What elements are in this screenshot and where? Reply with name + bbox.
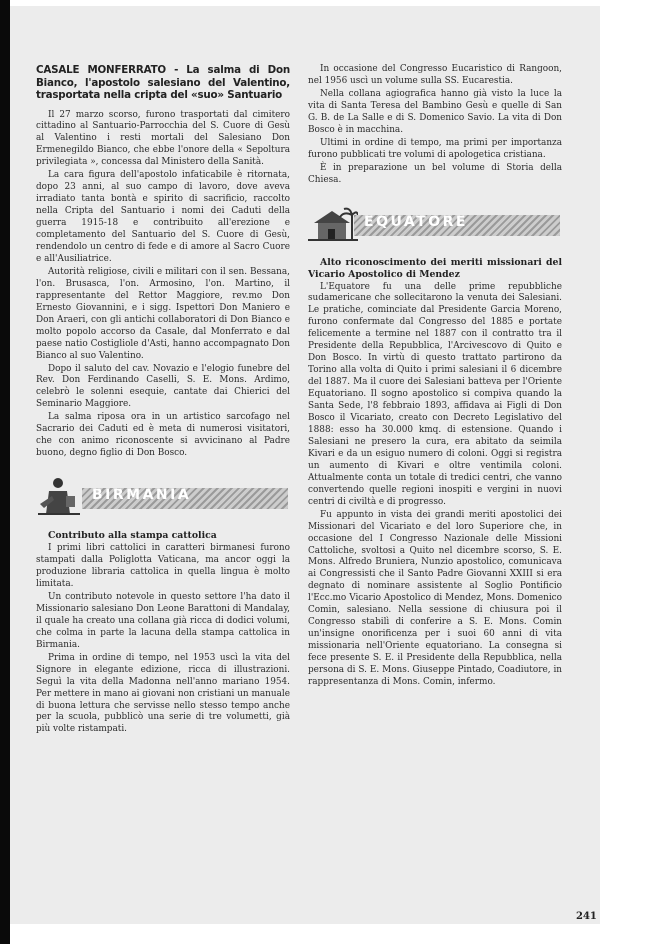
magazine-page (10, 6, 600, 924)
banner-stripe (82, 488, 288, 509)
paragraph: L'Equatore fu una delle prime repubbliche sudamericane che sollecitarono la venuta dei Salesiani. Le pratiche, cominciate dal Presidente Garcia Moreno, furono confermate dal Congresso del 1885 e portate felicemente a termine nel 1887 con il contratto tra il Presidente della Repubblica, l'Arcivescovo di Quito e Don Bosco. In virtù di questo trattato partirono da Torino alla volta di Quito i primi salesiani il 6 dicembre del 1887. Ma il cuore dei Salesiani batteva per l'Oriente Equatoriano. Il sogno apostolico si compiva quando la Santa Sede, l'8 febbraio 1893, affidava ai Figli di Don Bosco il Vicariato, creato con Decreto Legislativo del 1888: esso ha 30.000 kmq. di estensione. Quando i Salesiani ne presero la cura, era abitato da seimila Kivari e da un esiguo numero di coloni. Oggi si registra un aumento di Kivari e oltre ventimila coloni. Attualmente conta un totale di tredici centri, che vanno convertendo quelle regioni inospiti e vergini in nuovi centri di civiltà e di progresso. (308, 281, 562, 507)
paragraph: Il 27 marzo scorso, furono trasportati dal cimitero cittadino al Santuario-Parrocchia del S. Cuore di Gesù al Valentino i resti mortali del Salesiano Don Ermenegildo Bianco, che ebbe l'onore della « Sepoltura privilegiata », concessa dal Ministero della Sanità. (36, 109, 290, 168)
paragraph: In occasione del Congresso Eucaristico di Rangoon, nel 1956 uscì un volume sulla SS. Eucarestia. (308, 64, 562, 86)
section-subhead: Contributo alla stampa cattolica (48, 530, 217, 542)
section-banner-equatore (308, 201, 562, 245)
paragraph: Prima in ordine di tempo, nel 1953 uscì la vita del Signore in elegante edizione, ricca di illustrazioni. Seguì la vita della Madonna nell'anno mariano 1954. Per mettere in mano ai giovani non cristiani un manuale di buona lettura che servisse nello stesso tempo anche per la scuola, pubblicò una serie di tre volumetti, già più volte ristampati. (36, 652, 290, 735)
hut-palm-icon (308, 201, 358, 245)
paragraph: Ultimi in ordine di tempo, ma primi per importanza furono pubblicati tre volumi di apologetica cristiana. (308, 137, 562, 160)
banner-title: EQUATORE (364, 213, 468, 230)
paragraph: La cara figura dell'apostolo infaticabile è ritornata, dopo 23 anni, al suo campo di lavoro, dove aveva irradiato tanta bontà e spirito di sacrificio, raccolto nella Cripta del Santuario i nomi dei Caduti della guerra 1915-18 e contribuito all'erezione e completamento del Santuario del S. Cuore di Gesù, rendendolo un centro di fede e di amore al Sacro Cuore e all'Ausiliatrice. (36, 170, 290, 264)
left-column (36, 64, 290, 737)
paragraph: È in preparazione un bel volume di Storia della Chiesa. (308, 162, 562, 185)
paragraph: Dopo il saluto del cav. Novazio e l'elogio funebre del Rev. Don Ferdinando Caselli, S. E. Mons. Ardimo, celebrò le solenni esequie, cantate dai Chierici del Seminario Maggiore. (36, 363, 290, 410)
paragraph: Un contributo notevole in questo settore l'ha dato il Missionario salesiano Don Leone Barattoni di Mandalay, il quale ha creato una collana già ricca di dodici volumi, che colma in parte la lacuna della stampa cattolica in Birmania. (36, 591, 290, 650)
page-number: 241 (576, 911, 597, 922)
paragraph: Autorità religiose, civili e militari con il sen. Bessana, l'on. Brusasca, l'on. Armosino, l'on. Martino, il rappresentante del Rettor Maggiore, rev.mo Don Ernesto Giovannini, e i sigg. Ispettori Don Maniero e Don Araeri, con gli antichi collaboratori di Don Bianco e molto popolo accorso da Casale, dal Monferrato e dal paese natio Costigliole d'Asti, hanno accompagnato Don Bianco al suo Valentino. (36, 266, 290, 361)
right-column (308, 64, 562, 690)
paragraph: Fu appunto in vista dei grandi meriti apostolici dei Missionari del Vicariato e del loro Superiore che, in occasione del I Congresso Nazionale delle Missioni Cattoliche, svoltosi a Quito nel dicembre scorso, S. E. Mons. Alfredo Bruniera, Nunzio apostolico, comunicava ai Congressisti che il Santo Padre Giovanni XXIII si era degnato di nominare assistente al Soglio Pontificio l'Ecc.mo Vicario Apostolico di Mendez, Mons. Domenico Comin, salesiano. Nella sessione di chiusura poi il Congresso stabilì di conferire a S. E. Mons. Comin un'insigne onorificenza per i suoi 60 anni di vita missionaria nell'Oriente equatoriano. La consegna si fece presente S. E. il Presidente della Repubblica, nella persona di S. E. Mons. Giuseppe Pintado, Coadiutore, in rappresentanza di Mons. Comin, infermo. (308, 509, 562, 687)
section-subhead: Alto riconoscimento dei meriti missionari del Vicario Apostolico di Mendez (308, 256, 562, 280)
scan-edge (0, 0, 10, 944)
paragraph: Nella collana agiografica hanno già visto la luce la vita di Santa Teresa del Bambino Gesù e quelle di San G. B. de La Salle e di S. Domenico Savio. La vita di Don Bosco è in macchina. (308, 88, 562, 135)
section-banner-birmania (36, 474, 290, 518)
article-headline: CASALE MONFERRATO - La salma di Don Bianco, l'apostolo salesiano del Valentino, trasportata nella cripta del «suo» Santuario (36, 64, 290, 101)
paragraph: La salma riposa ora in un artistico sarcofago nel Sacrario dei Caduti ed è meta di numerosi visitatori, che con animo riconoscente si avvicinano al Padre buono, degno figlio di Don Bosco. (36, 412, 290, 459)
banner-stripe (354, 215, 560, 236)
banner-title: BIRMANIA (92, 487, 192, 504)
missionary-figure-icon (36, 474, 82, 518)
paragraph: I primi libri cattolici in caratteri birmanesi furono stampati dalla Poliglotta Vaticana, ma ancor oggi la produzione libraria cattolica in quella lingua è molto limitata. (36, 543, 290, 589)
